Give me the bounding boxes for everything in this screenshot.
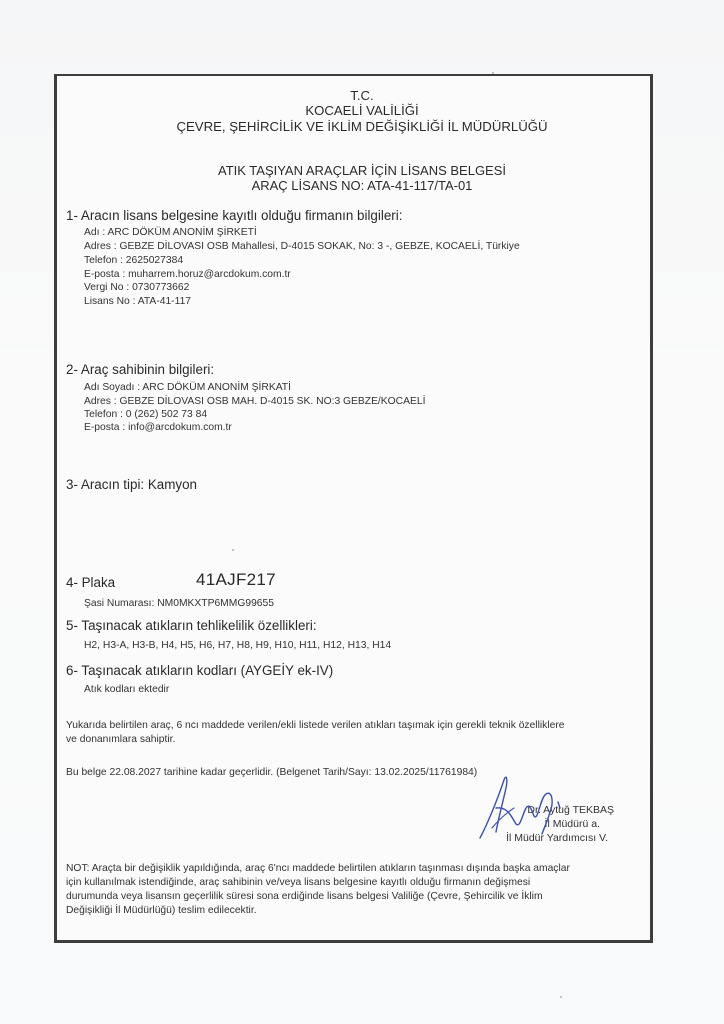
note-line2: için kullanılmak istendiğinde, araç sahibinin ve/veya lisans belgesine kayıtlı olduğu firmanın değişmesi [66, 877, 531, 888]
signatory-title1: İl Müdürü a. [544, 818, 600, 830]
section1-phone: Telefon : 2625027384 [84, 255, 184, 266]
section1-company-name: Adı : ARC DÖKÜM ANONİM ŞİRKETİ [84, 227, 257, 238]
scan-speck [232, 549, 234, 551]
section2-phone: Telefon : 0 (262) 502 73 84 [84, 409, 208, 420]
license-number-title: ARAÇ LİSANS NO: ATA-41-117/TA-01 [251, 178, 473, 193]
section1-address: Adres : GEBZE DİLOVASI OSB Mahallesi, D-4015 SOKAK, No: 3 -, GEBZE, KOCAELİ, Türkiye [84, 241, 520, 252]
section1-tax-number: Vergi No : 0730773662 [84, 282, 190, 293]
note-line3: durumunda veya lisansın geçerlilik süresi sona erdiğinde lisans belgesi Valiliğe (Çevre, Şehircilik ve İklim [66, 891, 543, 902]
statement-line1: Yukarıda belirtilen araç, 6 ncı maddede verilen/ekli listede verilen atıkları taşımak için gerekli teknik özelliklere [66, 720, 565, 731]
scan-speck [492, 72, 494, 74]
note-line4: Değişikliği İl Müdürlüğü) teslim edilecektir. [66, 905, 257, 916]
signatory-title2: İl Müdür Yardımcısı V. [506, 832, 608, 844]
waste-codes-note: Atık kodları ektedir [84, 684, 170, 695]
hazard-properties: H2, H3-A, H3-B, H4, H5, H6, H7, H8, H9, H10, H11, H12, H13, H14 [84, 640, 392, 651]
chassis-number: Şasi Numarası: NM0MKXTP6MMG99655 [84, 598, 274, 609]
signatory-name: Dr. Aytuğ TEKBAŞ [527, 804, 614, 816]
section3-vehicle-type: 3- Aracın tipi: Kamyon [66, 477, 197, 492]
section1-email: E-posta : muharrem.horuz@arcdokum.com.tr [84, 269, 291, 280]
document-title: ATIK TAŞIYAN ARAÇLAR İÇİN LİSANS BELGESİ [217, 163, 507, 178]
header-governorship: KOCAELİ VALİLİĞİ [305, 103, 419, 118]
section2-owner-name: Adı Soyadı : ARC DÖKÜM ANONİM ŞİRKATİ [84, 382, 291, 393]
section4-heading: 4- Plaka [66, 575, 116, 590]
note-line1: NOT: Araçta bir değişiklik yapıldığında, araç 6'ncı maddede belirtilen atıkların taşınması dışında başka amaçlar [66, 863, 570, 874]
section2-email: E-posta : info@arcdokum.com.tr [84, 422, 232, 433]
section6-heading: 6- Taşınacak atıkların kodları (AYGEİY ek-IV) [66, 663, 334, 678]
statement-line2: ve donanımlara sahiptir. [66, 734, 176, 745]
license-plate: 41AJF217 [196, 570, 276, 589]
validity-text: Bu belge 22.08.2027 tarihine kadar geçerlidir. (Belgenet Tarih/Sayı: 13.02.2025/11761984) [66, 767, 478, 778]
section1-heading: 1- Aracın lisans belgesine kayıtlı olduğu firmanın bilgileri: [66, 208, 403, 223]
section2-address: Adres : GEBZE DİLOVASI OSB MAH. D-4015 SK. NO:3 GEBZE/KOCAELİ [84, 396, 426, 407]
header-directorate: ÇEVRE, ŞEHİRCİLİK VE İKLİM DEĞİŞİKLİĞİ İL MÜDÜRLÜĞÜ [176, 119, 548, 134]
scan-speck [560, 996, 562, 998]
section1-license-number: Lisans No : ATA-41-117 [84, 296, 192, 307]
section2-heading: 2- Araç sahibinin bilgileri: [66, 362, 215, 377]
header-tc: T.C. [350, 88, 374, 103]
section5-heading: 5- Taşınacak atıkların tehlikelilik özellikleri: [66, 618, 317, 633]
